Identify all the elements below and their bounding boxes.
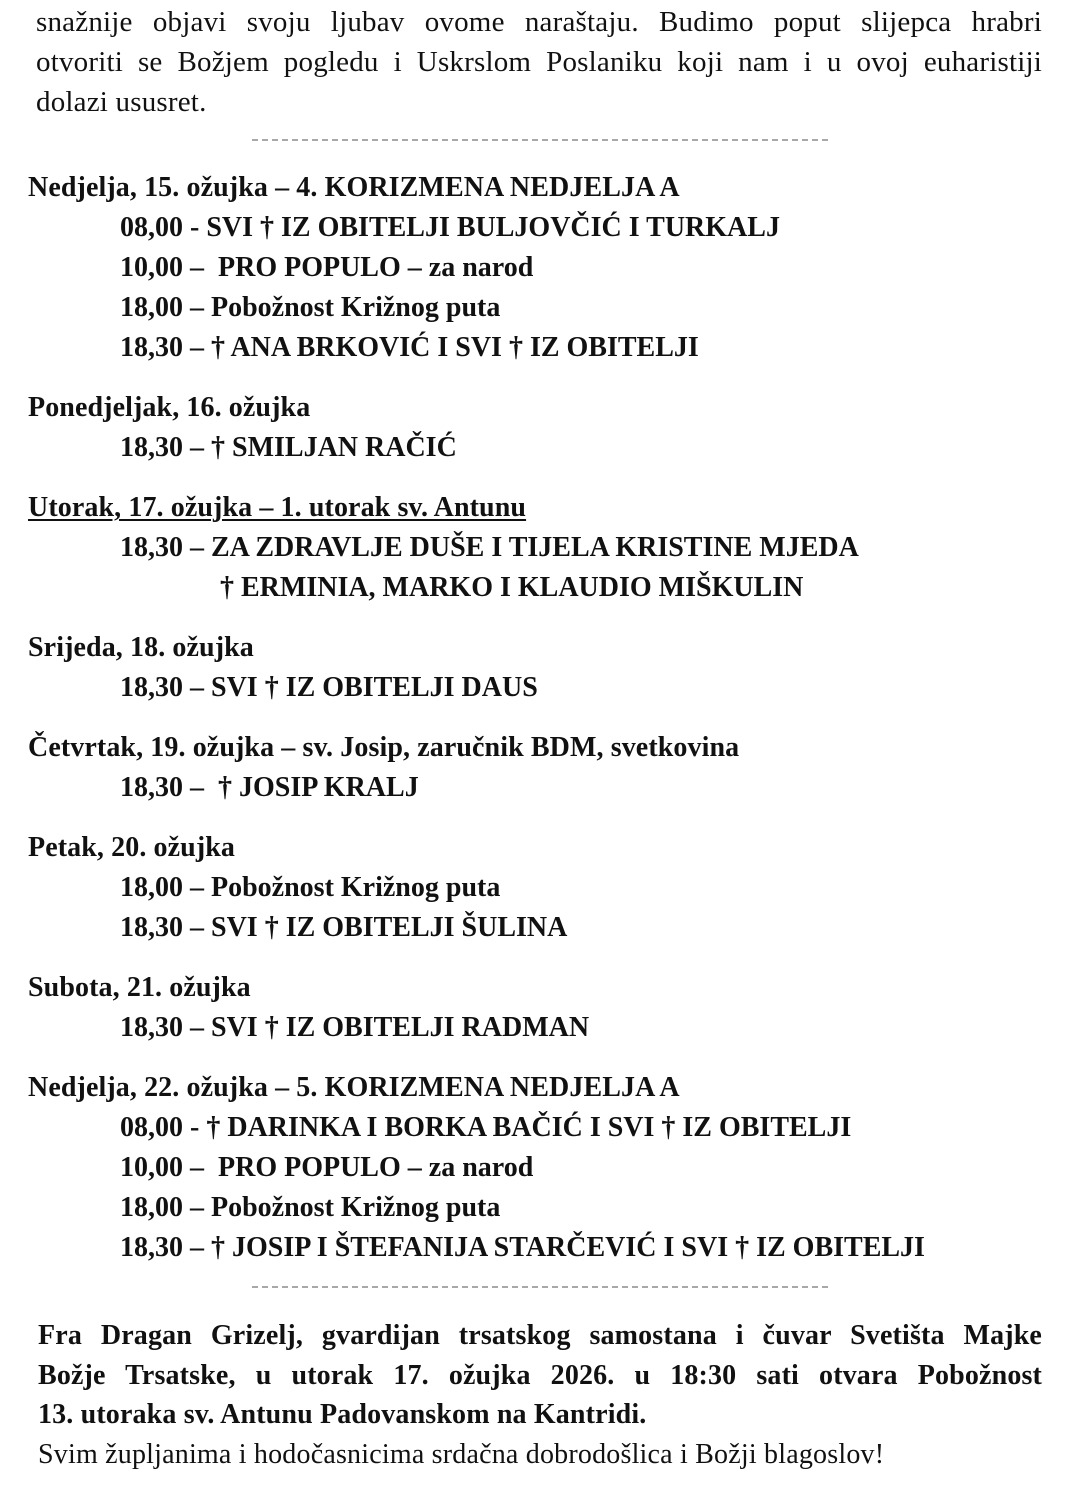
day-heading: Nedjelja, 22. ožujka – 5. KORIZMENA NEDJELJA A [28, 1072, 680, 1103]
schedule-day [28, 828, 1078, 948]
mass-entry: 08,00 - SVI † IZ OBITELJI BULJOVČIĆ I TURKALJ [120, 212, 780, 243]
mass-entry-continuation: † ERMINIA, MARKO I KLAUDIO MIŠKULIN [220, 572, 804, 603]
announcement-text [38, 1316, 1042, 1435]
day-heading: Petak, 20. ožujka [28, 832, 236, 863]
schedule-day [28, 168, 1078, 368]
mass-entry: 18,30 – ZA ZDRAVLJE DUŠE I TIJELA KRISTINE MJEDA [120, 532, 859, 563]
day-heading: Srijeda, 18. ožujka [28, 632, 254, 663]
mass-entry: 10,00 – PRO POPULO – za narod [120, 252, 534, 283]
mass-entry: 18,00 – Pobožnost Križnog puta [120, 292, 501, 323]
mass-entry: 08,00 - † DARINKA I BORKA BAČIĆ I SVI † IZ OBITELJI [120, 1112, 852, 1143]
mass-entry: 18,30 – † JOSIP KRALJ [120, 772, 419, 803]
mass-entry: 10,00 – PRO POPULO – za narod [120, 1152, 534, 1183]
mass-entry: 18,00 – Pobožnost Križnog puta [120, 1192, 501, 1223]
mass-entry: 18,30 – SVI † IZ OBITELJI ŠULINA [120, 912, 568, 943]
mass-entry: 18,30 – † ANA BRKOVIĆ I SVI † IZ OBITELJI [120, 332, 699, 363]
footer-announcement [38, 1316, 1042, 1475]
schedule-day [28, 488, 1078, 608]
day-heading: Subota, 21. ožujka [28, 972, 251, 1003]
intro-line: otvoriti se Božjem pogledu i Uskrslom Poslaniku koji nam i u ovoj euharistiji [36, 46, 1042, 78]
mass-entry: 18,00 – Pobožnost Križnog puta [120, 872, 501, 903]
dash-dot-separator-bottom [252, 1286, 828, 1288]
intro-line: dolazi ususret. [36, 86, 207, 118]
day-heading: Ponedjeljak, 16. ožujka [28, 392, 311, 423]
dash-dot-separator-top [252, 139, 828, 141]
announcement-line: Fra Dragan Grizelj, gvardijan trsatskog samostana i čuvar Svetišta Majke [38, 1320, 1042, 1351]
day-heading-underlined: Utorak, 17. ožujka – 1. utorak sv. Antunu [28, 492, 527, 523]
announcement-line: Božje Trsatske, u utorak 17. ožujka 2026. u 18:30 sati otvara Pobožnost [38, 1359, 1042, 1391]
mass-entry: 18,30 – SVI † IZ OBITELJI RADMAN [120, 1012, 590, 1043]
schedule-day [28, 1068, 1078, 1268]
announcement-line: 13. utoraka sv. Antunu Padovanskom na Kantridi. [38, 1399, 647, 1430]
schedule-day [28, 628, 1078, 708]
intro-paragraph [36, 2, 1042, 122]
mass-entry: 18,30 – † JOSIP I ŠTEFANIJA STARČEVIĆ I SVI † IZ OBITELJI [120, 1232, 925, 1263]
schedule-day [28, 728, 1078, 808]
day-heading: Četvrtak, 19. ožujka – sv. Josip, zaručnik BDM, svetkovina [28, 732, 740, 763]
schedule-day [28, 388, 1078, 468]
mass-entry: 18,30 – † SMILJAN RAČIĆ [120, 432, 457, 463]
intro-line: snažnije objavi svoju ljubav ovome naraštaju. Budimo poput slijepca hrabri [36, 6, 1042, 38]
mass-schedule [28, 168, 1078, 1288]
day-heading: Nedjelja, 15. ožujka – 4. KORIZMENA NEDJELJA A [28, 172, 680, 203]
mass-entry: 18,30 – SVI † IZ OBITELJI DAUS [120, 672, 538, 703]
schedule-day [28, 968, 1078, 1048]
greeting-text: Svim župljanima i hodočasnicima srdačna dobrodošlica i Božji blagoslov! [38, 1438, 885, 1470]
